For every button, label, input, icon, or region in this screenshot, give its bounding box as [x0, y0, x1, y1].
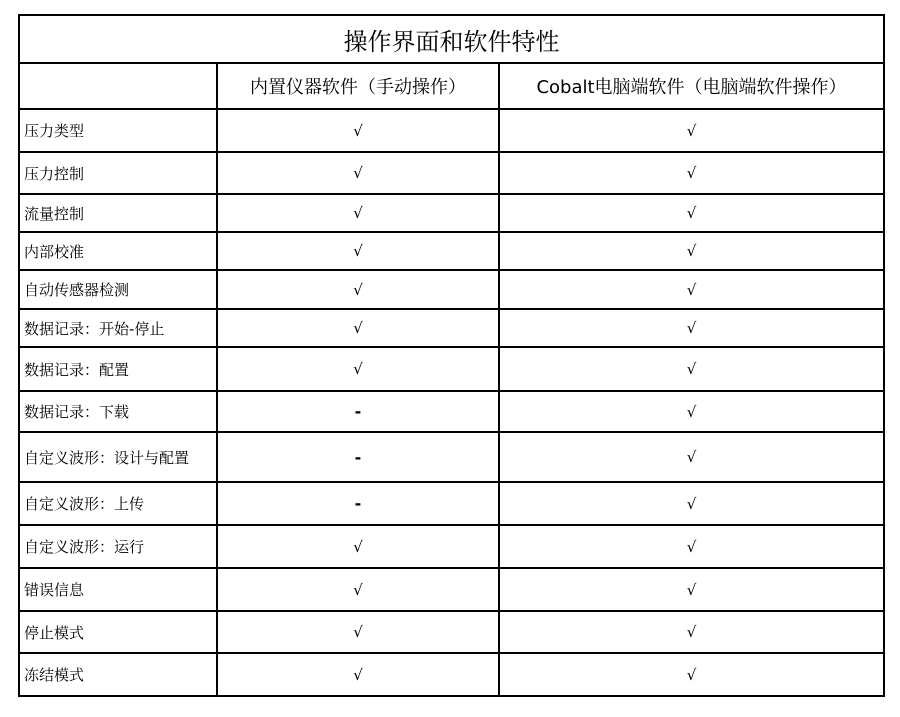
feature-cell: 自定义波形：运行 — [19, 525, 217, 568]
cobalt-support-cell: √ — [499, 270, 884, 309]
table-row — [19, 194, 884, 232]
cobalt-support-cell: √ — [499, 432, 884, 482]
cobalt-support-cell: √ — [499, 194, 884, 232]
table-row — [19, 270, 884, 309]
cobalt-support-cell: √ — [499, 232, 884, 270]
feature-cell: 自定义波形：设计与配置 — [19, 432, 217, 482]
builtin-support-cell: √ — [217, 232, 499, 270]
cobalt-support-cell: √ — [499, 525, 884, 568]
feature-comparison-table — [18, 14, 885, 697]
builtin-support-cell: √ — [217, 194, 499, 232]
feature-cell: 压力控制 — [19, 152, 217, 194]
table-row — [19, 391, 884, 432]
cobalt-support-cell: √ — [499, 482, 884, 525]
cobalt-support-cell: √ — [499, 152, 884, 194]
builtin-support-cell: √ — [217, 568, 499, 611]
cobalt-support-cell: √ — [499, 109, 884, 152]
builtin-support-cell: - — [217, 432, 499, 482]
builtin-support-cell: - — [217, 391, 499, 432]
table-row — [19, 347, 884, 391]
feature-cell: 数据记录：下载 — [19, 391, 217, 432]
feature-cell: 自定义波形：上传 — [19, 482, 217, 525]
feature-cell: 压力类型 — [19, 109, 217, 152]
header-row — [19, 63, 884, 109]
table-row — [19, 611, 884, 653]
feature-cell: 自动传感器检测 — [19, 270, 217, 309]
feature-cell: 流量控制 — [19, 194, 217, 232]
table-row — [19, 232, 884, 270]
table-row — [19, 432, 884, 482]
cobalt-support-cell: √ — [499, 391, 884, 432]
table-row — [19, 525, 884, 568]
table-row — [19, 309, 884, 347]
feature-cell: 冻结模式 — [19, 653, 217, 696]
feature-cell: 数据记录：开始-停止 — [19, 309, 217, 347]
title-row — [19, 15, 884, 63]
feature-cell: 数据记录：配置 — [19, 347, 217, 391]
builtin-support-cell: √ — [217, 347, 499, 391]
table-row — [19, 568, 884, 611]
table-row — [19, 653, 884, 696]
table-row — [19, 109, 884, 152]
builtin-support-cell: √ — [217, 109, 499, 152]
cobalt-support-cell: √ — [499, 309, 884, 347]
header-feature — [19, 63, 217, 109]
cobalt-support-cell: √ — [499, 611, 884, 653]
header-builtin-software: 内置仪器软件（手动操作） — [217, 63, 499, 109]
feature-cell: 内部校准 — [19, 232, 217, 270]
header-cobalt-software: Cobalt电脑端软件（电脑端软件操作） — [499, 63, 884, 109]
table-title: 操作界面和软件特性 — [19, 15, 884, 63]
builtin-support-cell: √ — [217, 309, 499, 347]
builtin-support-cell: - — [217, 482, 499, 525]
builtin-support-cell: √ — [217, 152, 499, 194]
cobalt-support-cell: √ — [499, 568, 884, 611]
builtin-support-cell: √ — [217, 653, 499, 696]
builtin-support-cell: √ — [217, 611, 499, 653]
table-row — [19, 482, 884, 525]
cobalt-support-cell: √ — [499, 347, 884, 391]
builtin-support-cell: √ — [217, 270, 499, 309]
feature-cell: 错误信息 — [19, 568, 217, 611]
table-row — [19, 152, 884, 194]
cobalt-support-cell: √ — [499, 653, 884, 696]
builtin-support-cell: √ — [217, 525, 499, 568]
feature-cell: 停止模式 — [19, 611, 217, 653]
